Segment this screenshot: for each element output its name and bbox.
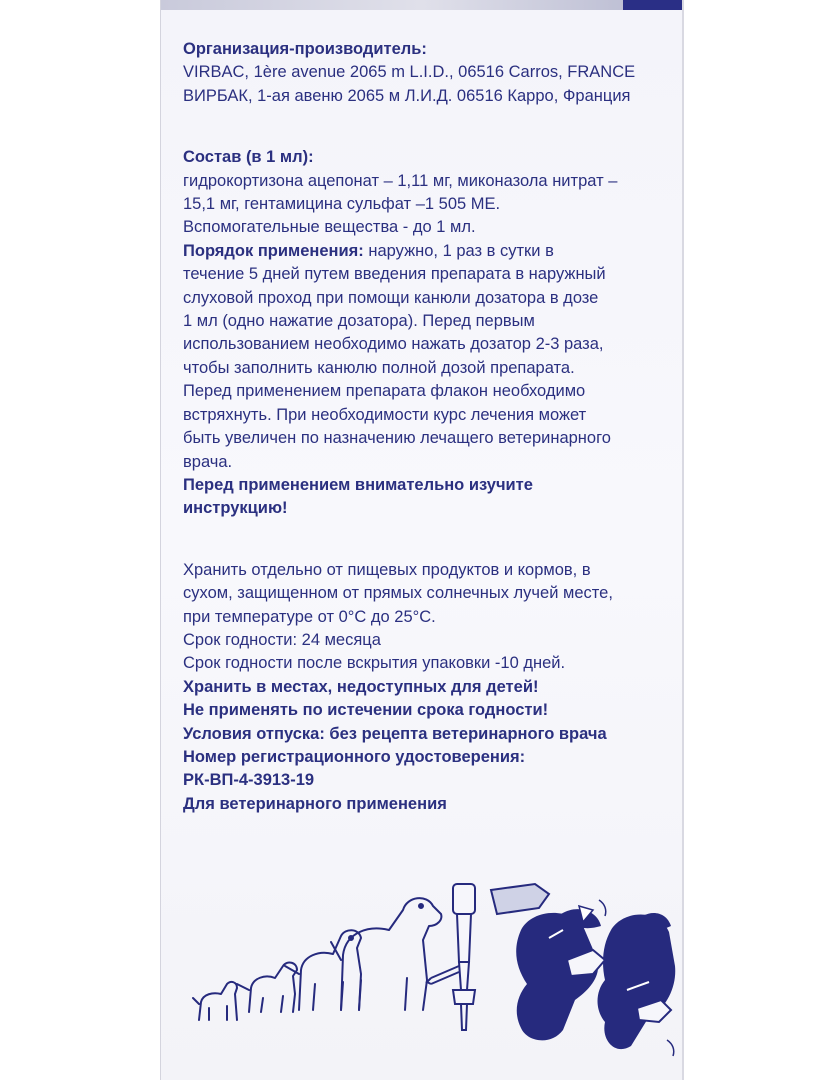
top-flap-corner [623, 0, 683, 10]
usage-line: использованием необходимо нажать дозатор 2-3 раза, [183, 335, 604, 354]
usage-line: течение 5 дней путем введения препарата в наружный [183, 265, 606, 284]
composition-line: 15,1 мг, гентамицина сульфат –1 505 МЕ. [183, 195, 501, 214]
dogs-illustration-icon [193, 898, 441, 1020]
usage-line: быть увеличен по назначению лечащего ветеринарного [183, 429, 611, 448]
shelf-life-after-opening-line: Срок годности после вскрытия упаковки -10 дней. [183, 654, 566, 673]
shelf-life-line: Срок годности: 24 месяца [183, 630, 381, 649]
veterinary-use-note: Для ветеринарного применения [183, 794, 447, 813]
label-text-block [183, 38, 663, 816]
usage-illustration [191, 870, 681, 1070]
usage-line: встряхнуть. При необходимости курс лечения может [183, 405, 587, 424]
registration-heading: Номер регистрационного удостоверения: [183, 747, 526, 766]
composition-line: гидрокортизона ацепонат – 1,11 мг, миконазола нитрат – [183, 171, 618, 190]
package-panel [160, 0, 683, 1080]
dispensing-conditions: Условия отпуска: без рецепта ветеринарного врача [183, 724, 607, 743]
ear-application-icon [491, 884, 675, 1056]
storage-line: при температуре от 0°C до 25°C. [183, 607, 436, 626]
expiry-warning: Не применять по истечении срока годности! [183, 701, 549, 720]
manufacturer-line-ru: ВИРБАК, 1-ая авеню 2065 м Л.И.Д. 06516 Карро, Франция [183, 86, 631, 105]
top-flap-strip [161, 0, 683, 10]
usage-first-line [183, 240, 663, 263]
composition-line: Вспомогательные вещества - до 1 мл. [183, 218, 476, 237]
registration-number: РК-ВП-4-3913-19 [183, 771, 315, 790]
usage-line: Перед применением препарата флакон необходимо [183, 382, 586, 401]
manufacturer-line-en: VIRBAC, 1ère avenue 2065 m L.I.D., 06516 Carros, FRANCE [183, 63, 636, 82]
spacer [183, 108, 663, 146]
usage-warning-line: инструкцию! [183, 499, 288, 518]
usage-warning-line: Перед применением внимательно изучите [183, 475, 533, 494]
storage-line: сухом, защищенном от прямых солнечных лучей месте, [183, 584, 613, 603]
spacer [183, 521, 663, 559]
manufacturer-heading: Организация-производитель: [183, 40, 427, 58]
storage-line: Хранить отдельно от пищевых продуктов и кормов, в [183, 560, 591, 579]
usage-first-line-rest: наружно, 1 раз в сутки в [363, 241, 554, 260]
package-edge [682, 0, 684, 1080]
usage-line: 1 мл (одно нажатие дозатора). Перед первым [183, 312, 535, 331]
children-warning: Хранить в местах, недоступных для детей! [183, 677, 539, 696]
usage-line: слуховой проход при помощи канюли дозатора в дозе [183, 288, 599, 307]
usage-line: чтобы заполнить канюлю полной дозой препарата. [183, 358, 575, 377]
usage-heading: Порядок применения: [183, 241, 364, 260]
composition-heading: Состав (в 1 мл): [183, 148, 314, 167]
usage-line: врача. [183, 452, 233, 471]
